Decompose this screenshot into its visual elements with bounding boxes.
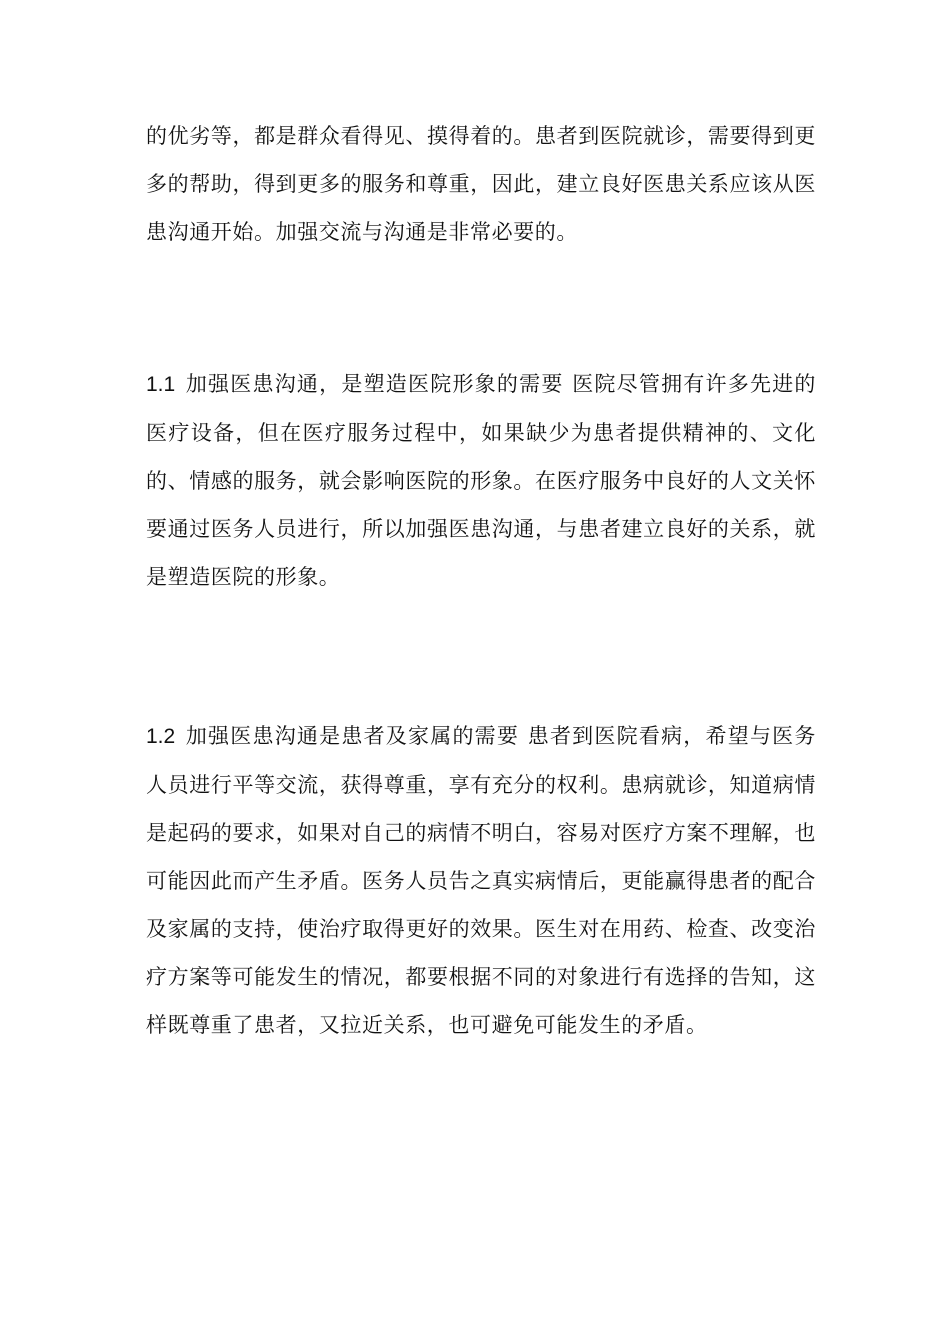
section-number: 1.2 — [146, 725, 176, 748]
paragraph-section-1-1 — [146, 360, 816, 601]
section-body: 患者到医院看病，希望与医务人员进行平等交流，获得尊重，享有充分的权利。患病就诊，知道病情是起码的要求，如果对自己的病情不明白，容易对医疗方案不理解，也可能因此而产生矛盾。医务人员告之真实病情后，更能赢得患者的配合及家属的支持，使治疗取得更好的效果。医生对在用药、检查、改变治疗方案等可能发生的情况，都要根据不同的对象进行有选择的告知，这样既尊重了患者，又拉近关系，也可避免可能发生的矛盾。 — [146, 724, 816, 1037]
paragraph-section-1-2 — [146, 712, 816, 1049]
section-number: 1.1 — [146, 373, 176, 396]
paragraph-intro-text: 的优劣等，都是群众看得见、摸得着的。患者到医院就诊，需要得到更多的帮助，得到更多的服务和尊重，因此，建立良好医患关系应该从医患沟通开始。加强交流与沟通是非常必要的。 — [146, 124, 816, 244]
section-heading: 加强医患沟通，是塑造医院形象的需要 — [185, 372, 564, 396]
section-heading: 加强医患沟通是患者及家属的需要 — [185, 724, 520, 748]
paragraph-intro — [146, 112, 816, 256]
section-body: 医院尽管拥有许多先进的医疗设备，但在医疗服务过程中，如果缺少为患者提供精神的、文化的、情感的服务，就会影响医院的形象。在医疗服务中良好的人文关怀要通过医务人员进行，所以加强医患沟通，与患者建立良好的关系，就是塑造医院的形象。 — [146, 372, 816, 589]
